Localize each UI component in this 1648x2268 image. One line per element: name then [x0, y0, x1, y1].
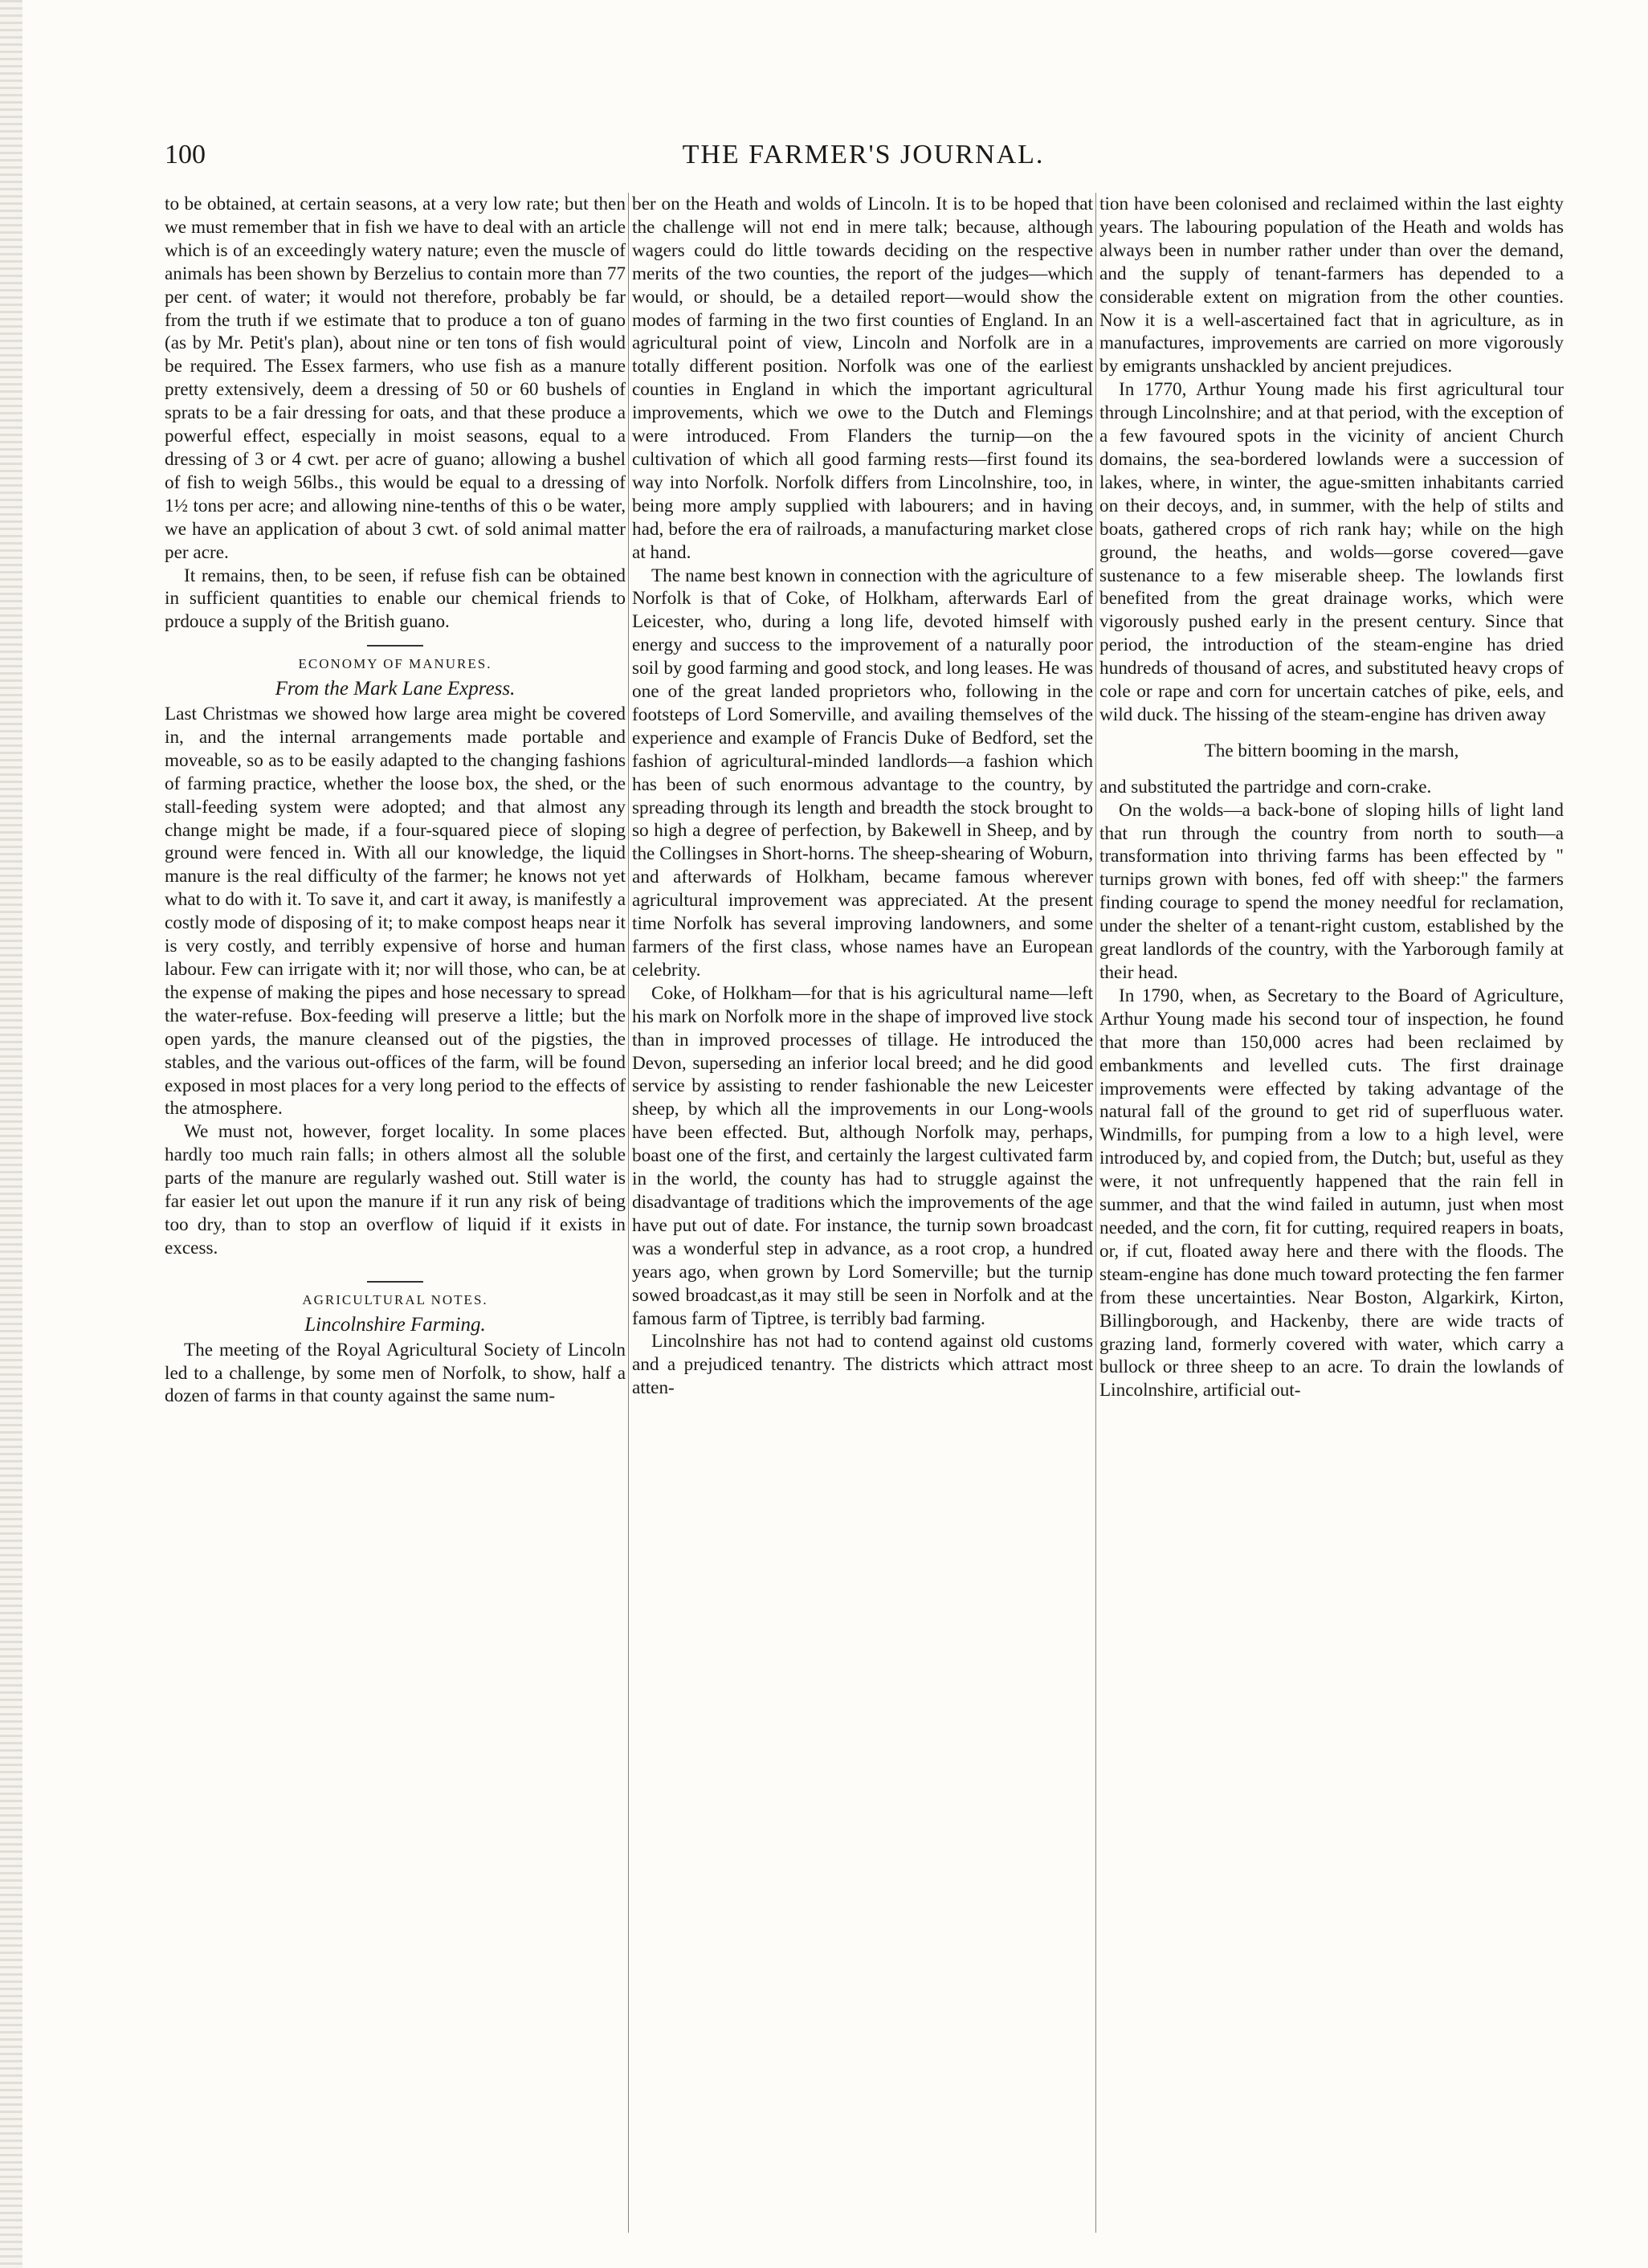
page-number: 100 — [165, 140, 206, 169]
column-divider — [628, 193, 629, 2233]
section-subheading: Lincolnshire Farming. — [304, 1313, 486, 1336]
column-2 — [632, 193, 1093, 2249]
section-source: From the Mark Lane Express. — [275, 678, 516, 700]
paragraph: The meeting of the Royal Agricultural Society of Lincoln led to a challenge, by some men of Norfolk, to show, half a dozen of farms in that county against the same num- — [165, 1339, 626, 1407]
paragraph: Coke, of Holkham—for that is his agricultural name—left his mark on Norfolk more in the shape of improved live stock than in improved processes of tillage. He introduced the Devon, superseding an inferior local breed; and he did good service by assisting to render fashionable the new Leicester sheep, by which all the improvements in our Long-wools have been effected. But, although Norfolk may, perhaps, boast one of the first, and certainly the largest cultivated farm in the world, the county has had to struggle against the disadvantage of traditions which the improvements of the age have put out of date. For instance, the turnip sown broadcast was a wonderful step in advance, as a root crop, a hundred years ago, when grown by Lord Somerville; but the turnip sowed broadcast,as it may still be seen in Norfolk and at the famous farm of Tiptree, is terribly bad farming. — [632, 982, 1093, 1329]
paragraph: ber on the Heath and wolds of Lincoln. It is to be hoped that the challenge will not end in mere talk; because, although wagers could do little towards deciding on the respective merits of the two counties, the report of the judges—which would, or should, be a detailed report—would show the modes of farming in the two first counties of England. In an agricultural point of view, Lincoln and Norfolk are in a totally different position. Norfolk was one of the earliest counties in England in which the important agricultural improvements, which we owe to the Dutch and Flemings were introduced. From Flanders the turnip—on the cultivation of which all good farming rests—first found its way into Norfolk. Norfolk differs from Lincolnshire, too, in being more amply supplied with labourers; and in having had, before the era of railroads, a manufacturing market close at hand. — [632, 194, 1093, 563]
page-header — [165, 140, 1562, 188]
section-rule — [367, 645, 423, 647]
column-1 — [165, 193, 626, 2249]
scan-edge — [0, 0, 22, 2268]
column-divider — [1095, 193, 1096, 2233]
paragraph: to be obtained, at certain seasons, at a very low rate; but then we must remember that in fish we have to deal with an article which is of an exceedingly watery nature; even the muscle of animals has been shown by Berzelius to contain more than 77 per cent. of water; it would not therefore, probably be far from the truth if we estimate that to produce a ton of guano (as by Mr. Petit's plan), about nine or ten tons of fish would be required. The Essex farmers, who use fish as a manure pretty extensively, deem a dressing of 50 or 60 bushels of sprats to be a fair dressing for oats, and that these produce a powerful effect, especially in moist seasons, equal to a dressing of 3 or 4 cwt. per acre of guano; allowing a bushel of fish to weigh 56lbs., this would be equal to a dressing of 1½ tons per acre; and allowing nine-tenths of this o be water, we have an application of about 3 cwt. of sold animal matter per acre. — [165, 194, 626, 563]
section-heading: AGRICULTURAL NOTES. — [302, 1291, 488, 1307]
column-3 — [1099, 193, 1564, 2249]
running-title: THE FARMER'S JOURNAL. — [682, 140, 1045, 169]
paragraph: It remains, then, to be seen, if refuse fish can be obtained in sufficient quantities to enable our chemical friends to prdouce a supply of the British guano. — [165, 565, 626, 633]
paragraph: On the wolds—a back-bone of sloping hills of light land that run through the country from north to south—a transformation into thriving farms has been effected by " turnips grown with bones, fed off with sheep:" the farmers finding courage to spend the money needful for reclamation, under the shelter of a tenant-right custom, established by the great landlords of the country, with the Yarborough family at their head. — [1099, 799, 1564, 983]
paragraph: and substituted the partridge and corn-crake. — [1099, 776, 1432, 797]
paragraph: tion have been colonised and reclaimed within the last eighty years. The labouring population of the Heath and wolds has always been in number rather under than over the demand, and the supply of tenant-farmers has depended to a considerable extent on migration from the other counties. Now it is a well-ascertained fact that in agriculture, as in manufactures, improvements are carried on more vigorously by emigrants unshackled by ancient prejudices. — [1099, 194, 1564, 377]
paragraph: Last Christmas we showed how large area might be covered in, and the internal arrangements made portable and moveable, so as to be easily adapted to the changing fashions of farming practice, whether the loose box, the shed, or the stall-feeding system were adopted; and that almost any change might be made, if a four-squared piece of sloping ground were fenced in. With all our knowledge, the liquid manure is the real difficulty of the farmer; he knows not yet what to do with it. To save it, and cart it away, is manifestly a costly mode of disposing of it; to make compost heaps near it is very costly, and terribly expensive of horse and human labour. Few can irrigate with it; nor will those, who can, be at the expense of making the pipes and hose necessary to spread the water-refuse. Box-feeding will preserve a little; but the open yards, the manure cleansed out of the pigsties, the stables, and the various out-offices of the farm, will be found exposed in most places for a very long period to the effects of the atmosphere. — [165, 704, 626, 1120]
paragraph: In 1790, when, as Secretary to the Board of Agriculture, Arthur Young made his second tour of inspection, he found that more than 150,000 acres had been reclaimed by embankments and levelled cuts. The first drainage improvements were effected by taking advantage of the natural fall of the ground to get rid of superfluous water. Windmills, for pumping from a low to a high level, were introduced by, and copied from, the Dutch; but, useful as they were, it not unfrequently happened that the rain fell in summer, and that the wind failed in autumn, just when most needed, and the corn, fit for cutting, required reapers in boats, or, if cut, floated away here and there with the floods. The steam-engine has done much toward protecting the fen farmer from these uncertainties. Near Boston, Algarkirk, Kirton, Billingborough, and Hackenby, there are wide tracts of grazing land, formerly covered with water, which carry a bullock or three sheep to an acre. To drain the lowlands of Lincolnshire, artificial out- — [1099, 985, 1564, 1401]
verse-quote: The bittern booming in the marsh, — [1204, 740, 1459, 761]
section-heading: ECONOMY OF MANURES. — [298, 656, 492, 672]
paragraph: The name best known in connection with the agriculture of Norfolk is that of Coke, of Holkham, afterwards Earl of Leicester, who, during a long life, devoted himself with energy and success to the improvement of a naturally poor soil by good farming and good stock, and long leases. He was one of the great landed proprietors who, following in the footsteps of Lord Somerville, and availing themselves of the experience and example of Francis Duke of Bedford, set the fashion of agricultural-minded landlords—a fashion which has been of such enormous advantage to the country, by spreading through its length and breadth the stock brought to so high a degree of perfection, by Bakewell in Sheep, and by the Collingses in Short-horns. The sheep-shearing of Woburn, and afterwards of Holkham, became famous wherever agricultural improvement was appreciated. At the present time Norfolk has several improving landowners, and some farmers of the first class, whose names have an European celebrity. — [632, 565, 1093, 981]
paragraph: Lincolnshire has not had to contend against old customs and a prejudiced tenantry. The districts which attract most atten- — [632, 1331, 1093, 1399]
paragraph: We must not, however, forget locality. In some places hardly too much rain falls; in others almost all the soluble parts of the manure are regularly washed out. Still water is far easier let out upon the manure if it run any risk of being too dry, than to stop an overflow of liquid if it exists in excess. — [165, 1121, 626, 1258]
section-rule — [367, 1281, 423, 1283]
paragraph: In 1770, Arthur Young made his first agricultural tour through Lincolnshire; and at that period, with the exception of a few favoured spots in the vicinity of ancient Church domains, the sea-bordered lowlands were a succession of lakes, where, in winter, the ague-smitten inhabitants carried on their decoys, and, in summer, with the help of stilts and boats, gathered crops of rich rank hay; while on the high ground, the heaths, and wolds—gorse covered—gave sustenance to a few miserable sheep. The lowlands first benefited from the great drainage works, which were vigorously pushed early in the present century. Since that period, the introduction of the steam-engine has dried hundreds of thousand of acres, and substituted heavy crops of cole or rape and corn for uncertain catches of pike, eels, and wild duck. The hissing of the steam-engine has driven away — [1099, 379, 1564, 725]
